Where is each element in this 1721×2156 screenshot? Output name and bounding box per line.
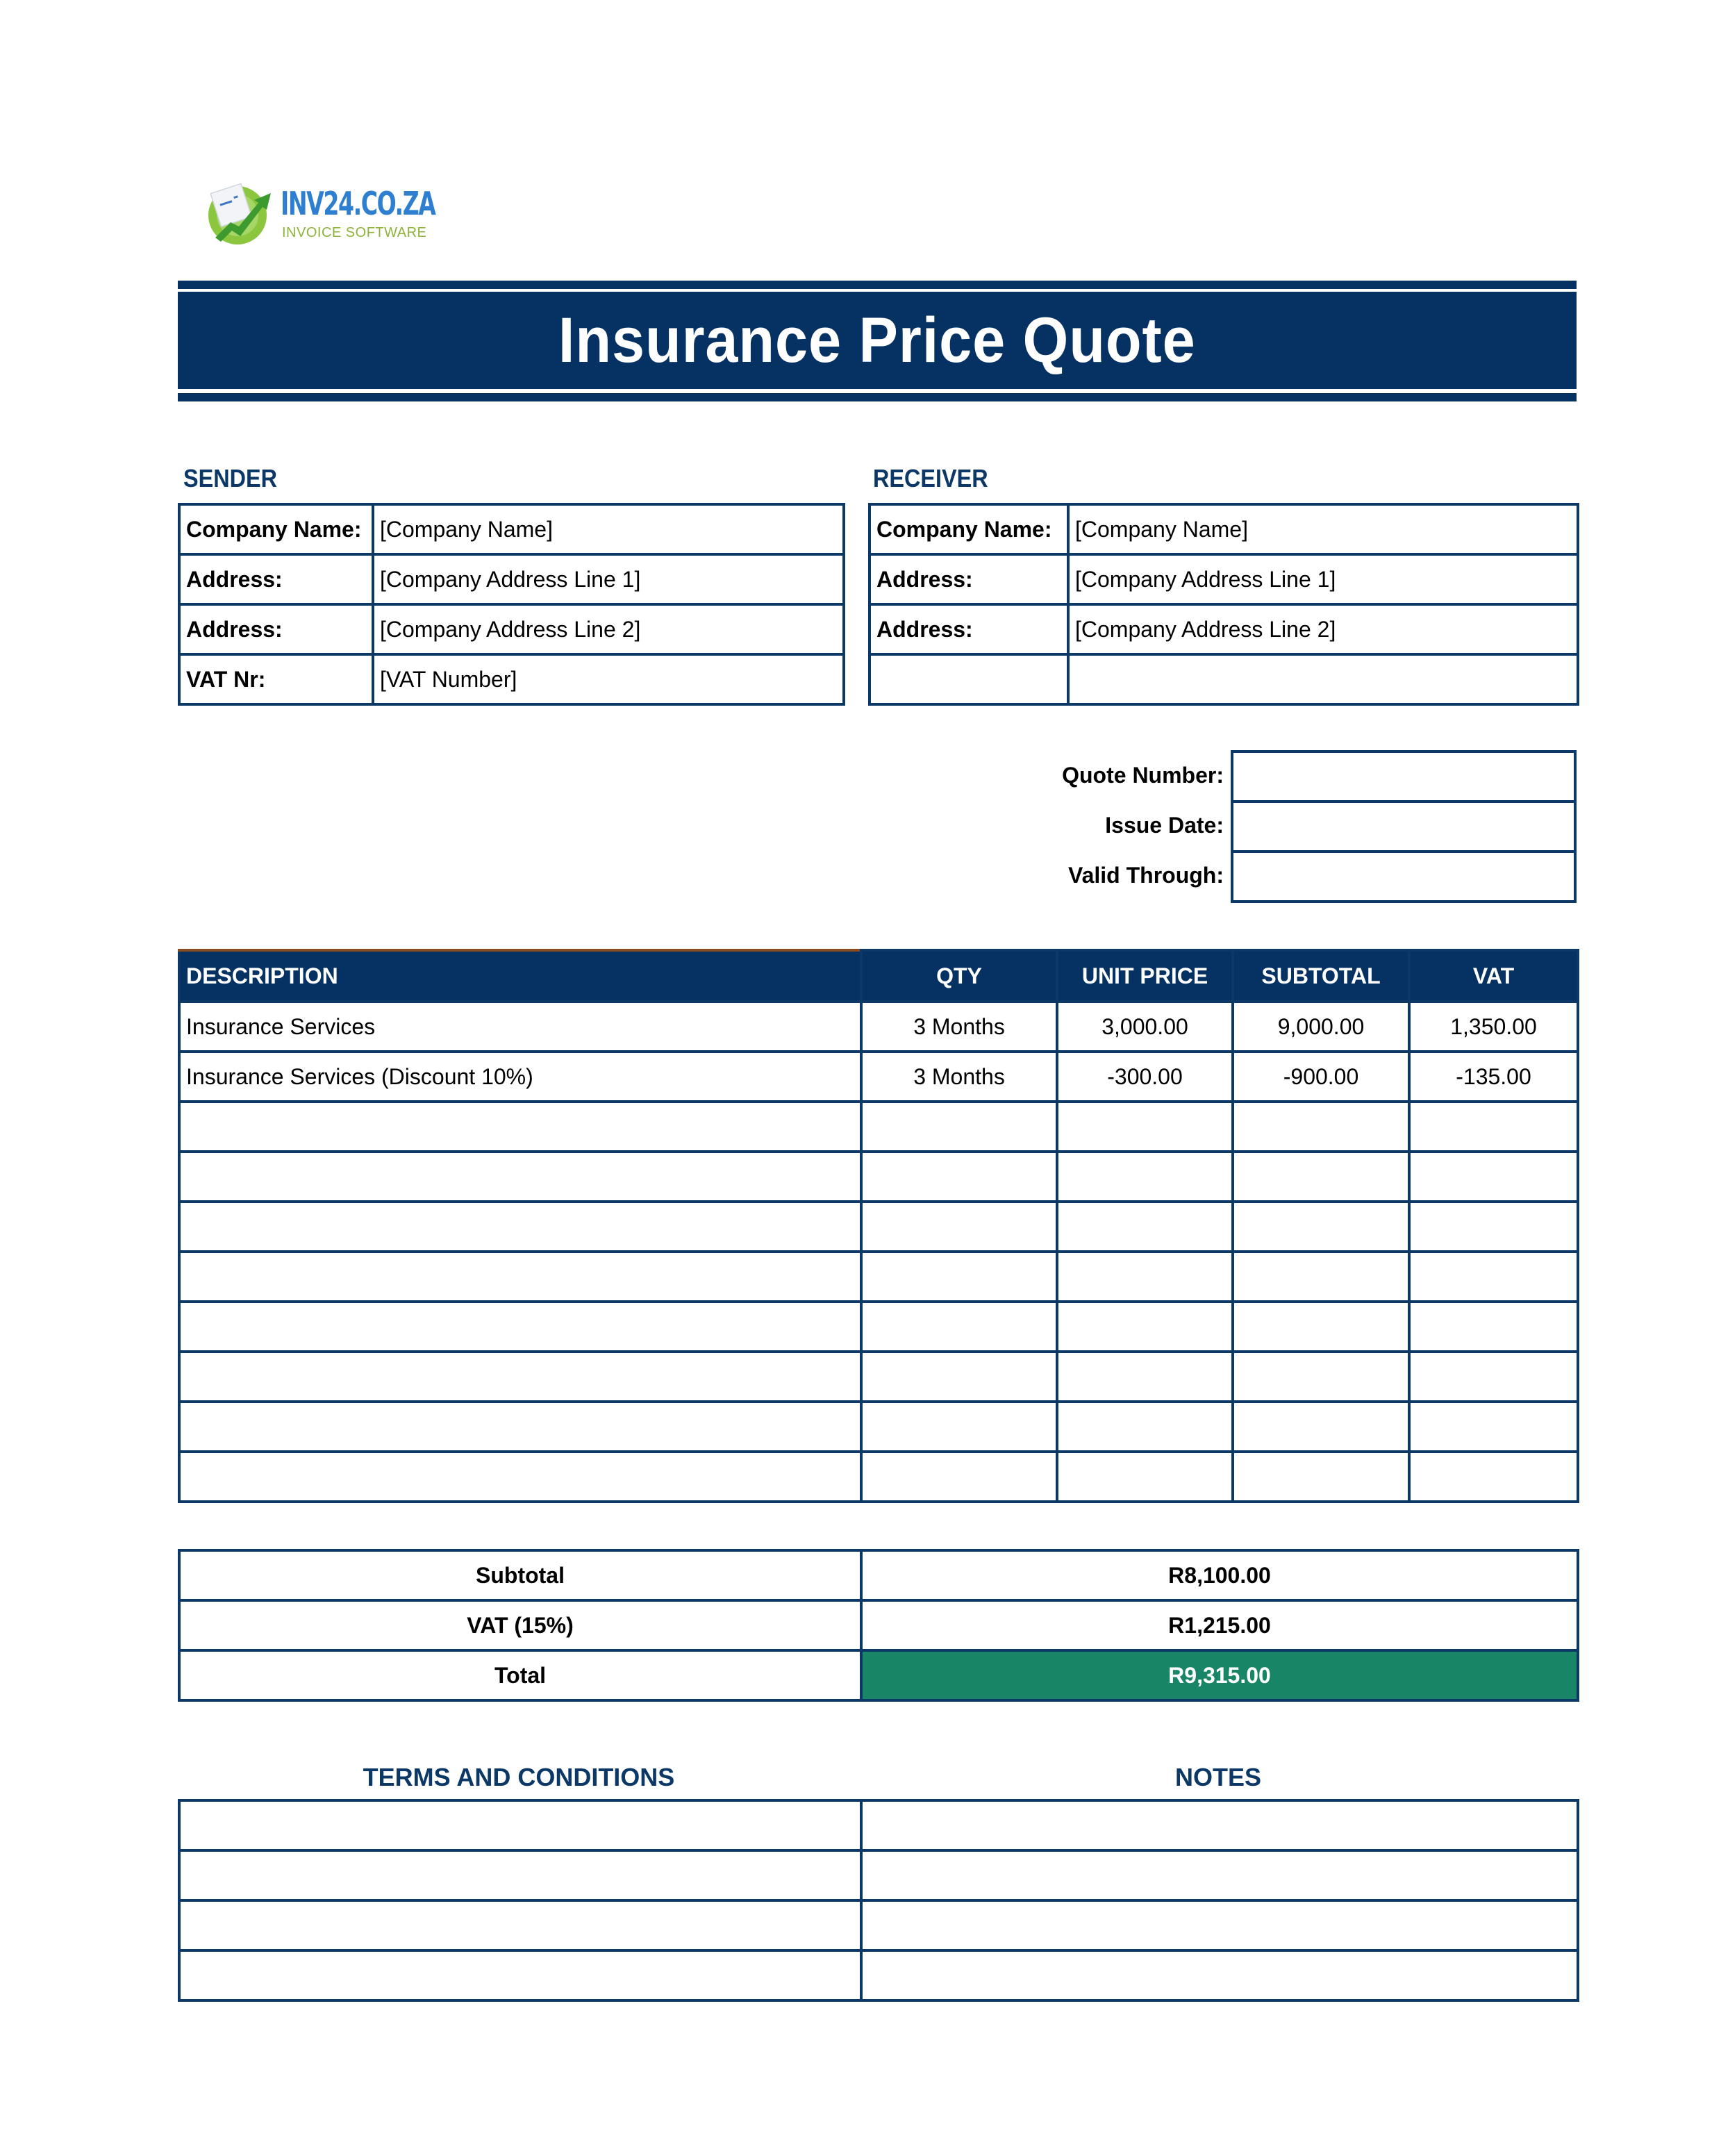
sender-vat-number-field[interactable]: [VAT Number] [373, 654, 844, 704]
column-header-qty: QTY [861, 950, 1057, 1002]
column-header-subtotal: SUBTOTAL [1233, 950, 1409, 1002]
document-growth-arrow-icon [203, 178, 275, 247]
item-description[interactable] [179, 1152, 861, 1202]
receiver-row [870, 554, 1578, 604]
items-header-row [179, 950, 1578, 1002]
item-unit-price[interactable]: 3,000.00 [1057, 1002, 1233, 1052]
table-row [179, 1152, 1578, 1202]
item-description[interactable] [179, 1352, 861, 1402]
table-row [179, 1352, 1578, 1402]
sender-address-line1-field[interactable]: [Company Address Line 1] [373, 554, 844, 604]
terms-field[interactable] [179, 1800, 861, 1850]
item-description[interactable] [179, 1252, 861, 1302]
subtotal-row [179, 1550, 1578, 1600]
terms-field[interactable] [179, 1900, 861, 1950]
sender-row [179, 504, 844, 554]
table-row [179, 1402, 1578, 1452]
item-vat[interactable] [1409, 1102, 1578, 1152]
receiver-heading: RECEIVER [873, 464, 988, 492]
sender-row [179, 604, 844, 654]
valid-through-field[interactable] [1232, 852, 1575, 902]
item-vat[interactable] [1409, 1202, 1578, 1252]
terms-heading: TERMS AND CONDITIONS [363, 1763, 675, 1791]
terms-notes-table [178, 1799, 1579, 2002]
sender-row [179, 554, 844, 604]
item-unit-price[interactable] [1057, 1452, 1233, 1502]
issue-date-label: Issue Date: [1105, 813, 1224, 838]
item-description[interactable] [179, 1102, 861, 1152]
item-subtotal[interactable] [1233, 1402, 1409, 1452]
item-subtotal[interactable] [1233, 1352, 1409, 1402]
table-row [179, 1102, 1578, 1152]
logo-tagline: INVOICE SOFTWARE [282, 225, 427, 240]
terms-field[interactable] [179, 1850, 861, 1900]
receiver-address-line1-field[interactable]: [Company Address Line 1] [1068, 554, 1578, 604]
vat-value: R1,215.00 [861, 1600, 1578, 1650]
total-value: R9,315.00 [861, 1650, 1578, 1700]
notes-field[interactable] [861, 1900, 1578, 1950]
banner-bottom-rule [178, 393, 1577, 401]
item-qty[interactable] [861, 1352, 1057, 1402]
line-items-table [178, 949, 1579, 1503]
logo-brand-text: INV24.CO.ZA [281, 185, 435, 222]
item-qty[interactable] [861, 1402, 1057, 1452]
sender-label: Company Name: [179, 504, 373, 554]
receiver-label: Address: [870, 554, 1068, 604]
terms-notes-row [179, 1900, 1578, 1950]
company-logo [203, 175, 439, 251]
table-row [179, 1252, 1578, 1302]
table-row [179, 1452, 1578, 1502]
item-qty[interactable]: 3 Months [861, 1002, 1057, 1052]
item-vat[interactable] [1409, 1352, 1578, 1402]
item-qty[interactable] [861, 1102, 1057, 1152]
item-vat[interactable] [1409, 1452, 1578, 1502]
item-description[interactable]: Insurance Services (Discount 10%) [179, 1052, 861, 1102]
item-qty[interactable] [861, 1202, 1057, 1252]
totals-table [178, 1549, 1579, 1702]
receiver-table [868, 503, 1579, 706]
receiver-address-line2-field[interactable]: [Company Address Line 2] [1068, 604, 1578, 654]
item-description[interactable] [179, 1202, 861, 1252]
item-unit-price[interactable] [1057, 1252, 1233, 1302]
receiver-row [870, 504, 1578, 554]
terms-notes-row [179, 1800, 1578, 1850]
item-subtotal[interactable] [1233, 1302, 1409, 1352]
item-unit-price[interactable] [1057, 1302, 1233, 1352]
column-header-unit-price: UNIT PRICE [1057, 950, 1233, 1002]
vat-row [179, 1600, 1578, 1650]
item-subtotal[interactable] [1233, 1152, 1409, 1202]
receiver-extra-field[interactable] [1068, 654, 1578, 704]
item-unit-price[interactable] [1057, 1202, 1233, 1252]
sender-label: Address: [179, 604, 373, 654]
item-description[interactable] [179, 1402, 861, 1452]
item-subtotal[interactable] [1233, 1452, 1409, 1502]
valid-through-label: Valid Through: [1068, 863, 1224, 888]
quote-number-label: Quote Number: [1062, 763, 1224, 788]
terms-notes-row [179, 1850, 1578, 1900]
item-description[interactable] [179, 1452, 861, 1502]
receiver-label [870, 654, 1068, 704]
item-subtotal[interactable] [1233, 1202, 1409, 1252]
column-header-vat: VAT [1409, 950, 1578, 1002]
item-qty[interactable] [861, 1452, 1057, 1502]
total-label: Total [179, 1650, 861, 1700]
quote-info-labels [1042, 750, 1224, 900]
item-vat[interactable] [1409, 1252, 1578, 1302]
sender-table [178, 503, 845, 706]
notes-field[interactable] [861, 1950, 1578, 2000]
page-title: Insurance Price Quote [558, 304, 1196, 376]
item-qty[interactable]: 3 Months [861, 1052, 1057, 1102]
item-unit-price[interactable] [1057, 1402, 1233, 1452]
notes-heading: NOTES [1174, 1763, 1261, 1791]
item-vat[interactable]: 1,350.00 [1409, 1002, 1578, 1052]
receiver-row [870, 654, 1578, 704]
item-subtotal[interactable]: 9,000.00 [1233, 1002, 1409, 1052]
subtotal-label: Subtotal [179, 1550, 861, 1600]
receiver-company-name-field[interactable]: [Company Name] [1068, 504, 1578, 554]
item-subtotal[interactable] [1233, 1252, 1409, 1302]
sender-row [179, 654, 844, 704]
banner-top-rule [178, 281, 1577, 289]
terms-field[interactable] [179, 1950, 861, 2000]
total-row [179, 1650, 1578, 1700]
item-unit-price[interactable] [1057, 1352, 1233, 1402]
item-qty[interactable] [861, 1302, 1057, 1352]
item-vat[interactable]: -135.00 [1409, 1052, 1578, 1102]
receiver-label: Company Name: [870, 504, 1068, 554]
item-qty[interactable] [861, 1252, 1057, 1302]
item-subtotal[interactable]: -900.00 [1233, 1052, 1409, 1102]
notes-field[interactable] [861, 1850, 1578, 1900]
item-vat[interactable] [1409, 1402, 1578, 1452]
title-banner [178, 292, 1577, 389]
sender-label: Address: [179, 554, 373, 604]
column-header-description: DESCRIPTION [179, 950, 861, 1002]
item-vat[interactable] [1409, 1302, 1578, 1352]
item-unit-price[interactable]: -300.00 [1057, 1052, 1233, 1102]
receiver-label: Address: [870, 604, 1068, 654]
notes-field[interactable] [861, 1800, 1578, 1850]
receiver-row [870, 604, 1578, 654]
issue-date-field[interactable] [1232, 802, 1575, 852]
quote-info-table [1231, 750, 1577, 903]
item-unit-price[interactable] [1057, 1102, 1233, 1152]
item-qty[interactable] [861, 1152, 1057, 1202]
item-vat[interactable] [1409, 1152, 1578, 1202]
table-row [179, 1202, 1578, 1252]
subtotal-value: R8,100.00 [861, 1550, 1578, 1600]
sender-company-name-field[interactable]: [Company Name] [373, 504, 844, 554]
vat-label: VAT (15%) [179, 1600, 861, 1650]
sender-label: VAT Nr: [179, 654, 373, 704]
table-row [179, 1002, 1578, 1052]
item-description[interactable]: Insurance Services [179, 1002, 861, 1052]
item-description[interactable] [179, 1302, 861, 1352]
sender-heading: SENDER [183, 464, 278, 492]
sender-address-line2-field[interactable]: [Company Address Line 2] [373, 604, 844, 654]
table-row [179, 1302, 1578, 1352]
terms-notes-row [179, 1950, 1578, 2000]
table-row [179, 1052, 1578, 1102]
item-unit-price[interactable] [1057, 1152, 1233, 1202]
item-subtotal[interactable] [1233, 1102, 1409, 1152]
quote-number-field[interactable] [1232, 752, 1575, 802]
